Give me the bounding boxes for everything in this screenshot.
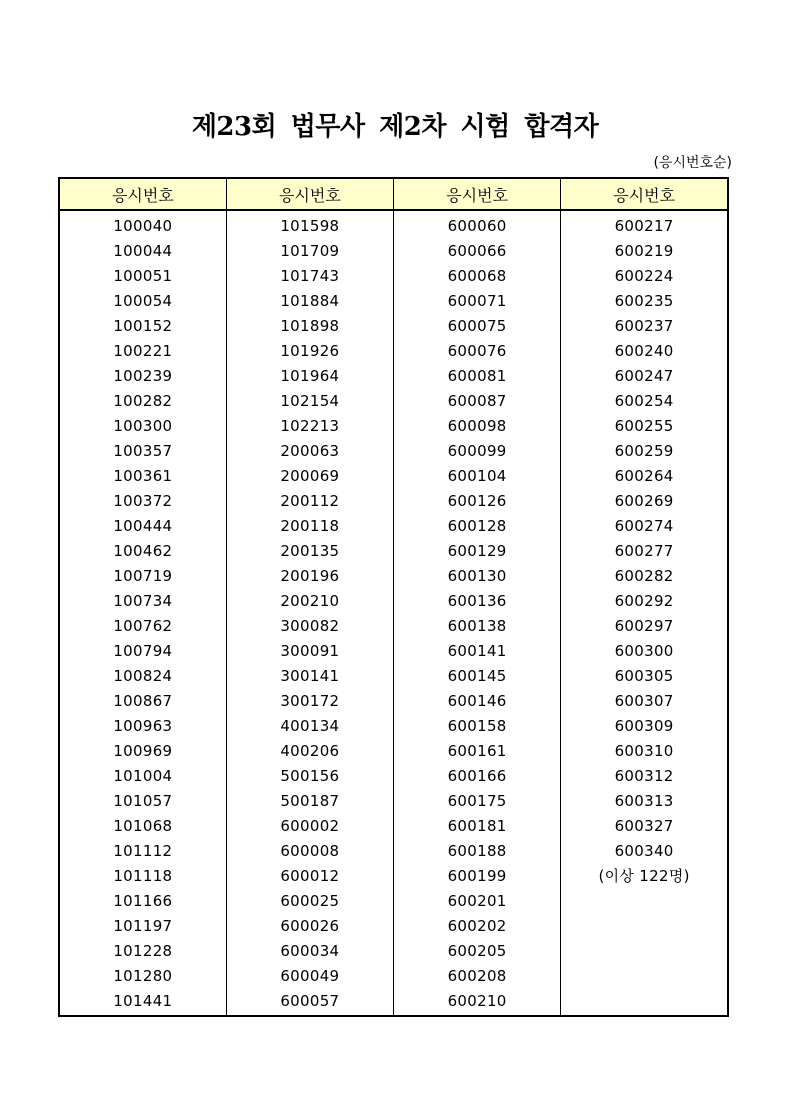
applicant-number-cell: 600259 (561, 438, 728, 463)
table-row (59, 413, 728, 438)
applicant-number-cell: 400134 (226, 713, 393, 738)
applicant-number-cell: 600026 (226, 913, 393, 938)
table-header-row (59, 178, 728, 210)
table-row (59, 738, 728, 763)
applicant-number-cell: 600181 (394, 813, 561, 838)
applicant-number-cell: 600237 (561, 313, 728, 338)
applicant-number-cell: 600166 (394, 763, 561, 788)
empty-cell (561, 963, 728, 988)
applicant-number-cell: 101884 (226, 288, 393, 313)
table-row (59, 863, 728, 888)
column-header: 응시번호 (226, 178, 393, 210)
applicant-number-cell: 600087 (394, 388, 561, 413)
applicant-number-cell: 600210 (394, 988, 561, 1016)
column-header: 응시번호 (394, 178, 561, 210)
applicant-number-cell: 101898 (226, 313, 393, 338)
table-row (59, 763, 728, 788)
applicant-number-cell: 100794 (59, 638, 226, 663)
applicant-number-cell: 200196 (226, 563, 393, 588)
applicant-number-cell: 600235 (561, 288, 728, 313)
applicant-number-cell: 600098 (394, 413, 561, 438)
table-row (59, 813, 728, 838)
applicant-number-cell: 101004 (59, 763, 226, 788)
table-row (59, 313, 728, 338)
applicant-number-cell: 600104 (394, 463, 561, 488)
table-row (59, 963, 728, 988)
applicant-number-cell: 400206 (226, 738, 393, 763)
applicant-number-cell: 600219 (561, 238, 728, 263)
applicant-number-cell: 101166 (59, 888, 226, 913)
applicant-number-cell: 600060 (394, 210, 561, 238)
applicant-number-cell: 100152 (59, 313, 226, 338)
applicant-number-cell: 600205 (394, 938, 561, 963)
table-row (59, 513, 728, 538)
table-row (59, 663, 728, 688)
applicant-number-cell: 100824 (59, 663, 226, 688)
applicant-number-cell: 100054 (59, 288, 226, 313)
applicant-number-cell: 200069 (226, 463, 393, 488)
applicant-number-cell: 100357 (59, 438, 226, 463)
applicant-number-cell: 600158 (394, 713, 561, 738)
applicant-number-cell: 600313 (561, 788, 728, 813)
table-row (59, 713, 728, 738)
applicant-number-cell: 100372 (59, 488, 226, 513)
applicant-number-cell: 100044 (59, 238, 226, 263)
applicant-number-cell: 100734 (59, 588, 226, 613)
applicant-number-cell: 600057 (226, 988, 393, 1016)
applicant-number-cell: 102213 (226, 413, 393, 438)
applicant-number-cell: 600128 (394, 513, 561, 538)
applicant-number-cell: 600327 (561, 813, 728, 838)
applicant-number-cell: 600202 (394, 913, 561, 938)
table-row (59, 288, 728, 313)
applicant-number-cell: 100462 (59, 538, 226, 563)
applicant-number-cell: 600274 (561, 513, 728, 538)
applicant-number-cell: 600208 (394, 963, 561, 988)
applicant-number-cell: 200063 (226, 438, 393, 463)
table-row (59, 438, 728, 463)
applicant-number-cell: 101743 (226, 263, 393, 288)
applicant-number-cell: 100282 (59, 388, 226, 413)
applicant-number-cell: 600008 (226, 838, 393, 863)
table-row (59, 788, 728, 813)
table-row (59, 563, 728, 588)
table-row (59, 938, 728, 963)
applicant-number-cell: 200135 (226, 538, 393, 563)
applicant-number-cell: 600126 (394, 488, 561, 513)
applicant-number-cell: 100867 (59, 688, 226, 713)
applicant-number-cell: 600254 (561, 388, 728, 413)
table-row (59, 238, 728, 263)
applicant-number-cell: 101280 (59, 963, 226, 988)
applicant-number-cell: 600310 (561, 738, 728, 763)
applicant-number-cell: 600269 (561, 488, 728, 513)
applicant-number-cell: 600224 (561, 263, 728, 288)
table-row (59, 363, 728, 388)
applicant-number-cell: 600025 (226, 888, 393, 913)
applicant-number-cell: 600099 (394, 438, 561, 463)
applicant-number-cell: 600076 (394, 338, 561, 363)
table-row (59, 488, 728, 513)
applicant-number-cell: 100040 (59, 210, 226, 238)
applicant-number-cell: 300091 (226, 638, 393, 663)
applicant-number-cell: 500187 (226, 788, 393, 813)
applicant-number-cell: 100239 (59, 363, 226, 388)
applicant-number-cell: 600175 (394, 788, 561, 813)
applicant-number-cell: 100221 (59, 338, 226, 363)
applicant-number-cell: 101598 (226, 210, 393, 238)
table-row (59, 210, 728, 238)
applicant-number-cell: 101441 (59, 988, 226, 1016)
applicant-number-cell: 600300 (561, 638, 728, 663)
column-header: 응시번호 (561, 178, 728, 210)
applicant-number-cell: 600136 (394, 588, 561, 613)
applicant-number-cell: 600138 (394, 613, 561, 638)
applicant-number-cell: 101118 (59, 863, 226, 888)
applicant-number-cell: 600240 (561, 338, 728, 363)
applicant-number-cell: 600034 (226, 938, 393, 963)
applicant-number-cell: 600217 (561, 210, 728, 238)
applicant-number-cell: 101057 (59, 788, 226, 813)
table-row (59, 913, 728, 938)
empty-cell (561, 988, 728, 1016)
applicant-number-cell: 200112 (226, 488, 393, 513)
applicant-number-cell: 600012 (226, 863, 393, 888)
table-row (59, 263, 728, 288)
applicant-number-cell: 600145 (394, 663, 561, 688)
applicant-number-cell: 300082 (226, 613, 393, 638)
applicant-number-cell: 101197 (59, 913, 226, 938)
applicant-number-cell: 600307 (561, 688, 728, 713)
table-row (59, 588, 728, 613)
table-row (59, 538, 728, 563)
total-count-note: (이상 122명) (561, 863, 728, 888)
applicant-number-cell: 100762 (59, 613, 226, 638)
applicant-number-cell: 200210 (226, 588, 393, 613)
applicant-number-cell: 600049 (226, 963, 393, 988)
applicant-number-cell: 600282 (561, 563, 728, 588)
applicant-number-cell: 100969 (59, 738, 226, 763)
applicant-number-cell: 600161 (394, 738, 561, 763)
table-body (59, 210, 728, 1016)
page-title: 제23회 법무사 제2차 시험 합격자 (191, 112, 599, 142)
applicant-number-cell: 300141 (226, 663, 393, 688)
applicant-number-cell: 100444 (59, 513, 226, 538)
table-row (59, 988, 728, 1016)
applicant-number-cell: 100963 (59, 713, 226, 738)
table-row (59, 338, 728, 363)
applicant-number-cell: 300172 (226, 688, 393, 713)
applicant-number-cell: 600146 (394, 688, 561, 713)
applicant-number-cell: 100300 (59, 413, 226, 438)
passers-table (58, 177, 729, 1017)
applicant-number-cell: 600277 (561, 538, 728, 563)
table-row (59, 463, 728, 488)
applicant-number-cell: 600075 (394, 313, 561, 338)
sort-order-note: (응시번호순) (653, 155, 732, 171)
applicant-number-cell: 600141 (394, 638, 561, 663)
applicant-number-cell: 600188 (394, 838, 561, 863)
table-row (59, 638, 728, 663)
applicant-number-cell: 101228 (59, 938, 226, 963)
applicant-number-cell: 200118 (226, 513, 393, 538)
applicant-number-cell: 600264 (561, 463, 728, 488)
applicant-number-cell: 600305 (561, 663, 728, 688)
empty-cell (561, 913, 728, 938)
applicant-number-cell: 600081 (394, 363, 561, 388)
applicant-number-cell: 600068 (394, 263, 561, 288)
applicant-number-cell: 100051 (59, 263, 226, 288)
applicant-number-cell: 600340 (561, 838, 728, 863)
applicant-number-cell: 600292 (561, 588, 728, 613)
applicant-number-cell: 100719 (59, 563, 226, 588)
applicant-number-cell: 600247 (561, 363, 728, 388)
applicant-number-cell: 500156 (226, 763, 393, 788)
applicant-number-cell: 101926 (226, 338, 393, 363)
applicant-number-cell: 600297 (561, 613, 728, 638)
applicant-number-cell: 600201 (394, 888, 561, 913)
applicant-number-cell: 101112 (59, 838, 226, 863)
applicant-number-cell: 600129 (394, 538, 561, 563)
empty-cell (561, 888, 728, 913)
applicant-number-cell: 100361 (59, 463, 226, 488)
applicant-number-cell: 101964 (226, 363, 393, 388)
table-row (59, 838, 728, 863)
applicant-number-cell: 600071 (394, 288, 561, 313)
applicant-number-cell: 600002 (226, 813, 393, 838)
applicant-number-cell: 600066 (394, 238, 561, 263)
applicant-number-cell: 600255 (561, 413, 728, 438)
applicant-number-cell: 600309 (561, 713, 728, 738)
column-header: 응시번호 (59, 178, 226, 210)
applicant-number-cell: 102154 (226, 388, 393, 413)
table-row (59, 613, 728, 638)
applicant-number-cell: 101709 (226, 238, 393, 263)
table-row (59, 688, 728, 713)
applicant-number-cell: 101068 (59, 813, 226, 838)
applicant-number-cell: 600130 (394, 563, 561, 588)
empty-cell (561, 938, 728, 963)
table-row (59, 888, 728, 913)
table-row (59, 388, 728, 413)
applicant-number-cell: 600199 (394, 863, 561, 888)
applicant-number-cell: 600312 (561, 763, 728, 788)
